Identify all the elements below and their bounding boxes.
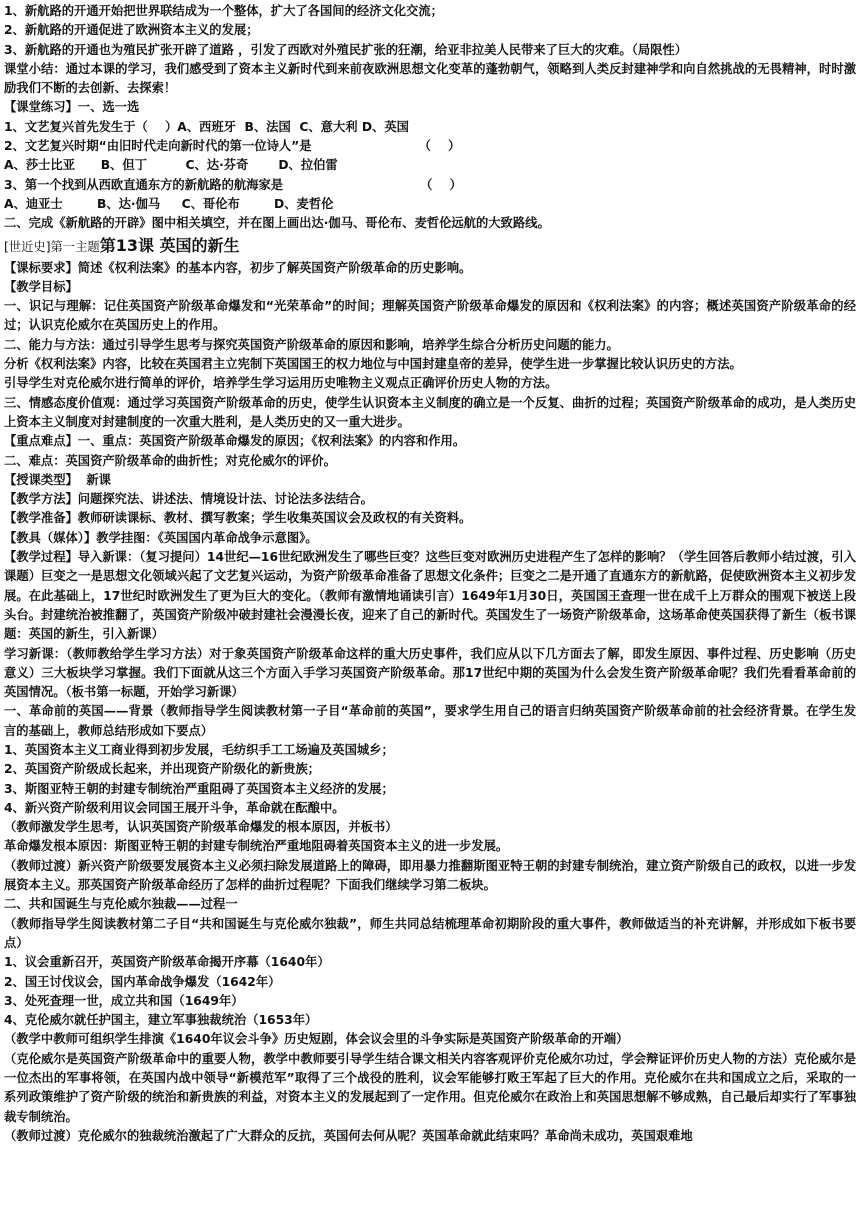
paragraph: 【重点难点】一、重点：英国资产阶级革命爆发的原因；《权利法案》的内容和作用。 [4, 434, 466, 449]
paragraph: 【教学方法】问题探究法、讲述法、情境设计法、讨论法多法结合。 [4, 492, 373, 507]
paragraph: 革命爆发根本原因：斯图亚特王朝的封建专制统治严重地阻碍着英国资本主义的进一步发展。 [4, 839, 509, 854]
paragraph: （克伦威尔是英国资产阶级革命中的重要人物，教学中教师要引导学生结合课文相关内容客观评价克伦威尔功过，学会辩证评价历史人物的方法）克伦威尔是一位杰出的军事将领，在英国内战中领导“新模范军”取得了三个战役的胜利，议会军能够打败王军起了巨大的作用。克伦威尔在共和国成立之后，采取的一系列政策维护了资产阶级的统治和新贵族的利益，对资本主义的发展起到了一定作用。但克伦威尔在政治上和英国思想解不够成熟，自己最后却实行了军事独裁专制统治。 [4, 1051, 856, 1124]
paragraph: 引导学生对克伦威尔进行简单的评价，培养学生学习运用历史唯物主义观点正确评价历史人物的方法。 [4, 376, 558, 391]
paragraph: 二、共和国诞生与克伦威尔独裁——过程一 [4, 897, 238, 912]
paragraph: 1、文艺复兴首先发生于（ ）A、西班牙 B、法国 C、意大利 D、英国 [4, 119, 409, 134]
paragraph: 2、新航路的开通促进了欧洲资本主义的发展； [4, 23, 259, 38]
paragraph: 4、新兴资产阶级利用议会同国王展开斗争，革命就在酝酿中。 [4, 800, 345, 815]
paragraph: （教学中教师可组织学生排演《1640年议会斗争》历史短剧，体会议会里的斗争实际是英国资产阶级革命的开端） [4, 1032, 629, 1047]
paragraph: 二、完成《新航路的开辟》图中相关填空，并在图上画出达·伽马、哥伦布、麦哲伦远航的大致路线。 [4, 216, 550, 231]
lesson-prefix: [世近史]第一主题 [4, 239, 100, 254]
paragraph: 1、新航路的开通开始把世界联结成为一个整体，扩大了各国间的经济文化交流； [4, 4, 443, 18]
paragraph: 【授课类型】 新课 [4, 472, 111, 487]
paragraph: （教师激发学生思考，认识英国资产阶级革命爆发的根本原因，并板书） [4, 820, 398, 835]
paragraph: 3、斯图亚特王朝的封建专制统治严重阻碍了英国资本主义经济的发展； [4, 781, 394, 796]
paragraph: 3、第一个找到从西欧直通东方的新航路的航海家是 （ ） [4, 177, 462, 192]
paragraph: 分析《权利法案》内容，比较在英国君主立宪制下英国国王的权力地位与中国封建皇帝的差异，使学生进一步掌握比较认识历史的方法。 [4, 357, 742, 372]
paragraph: 三、情感态度价值观：通过学习英国资产阶级革命的历史，使学生认识资本主义制度的确立是一个反复、曲折的过程；英国资产阶级革命的成功，是人类历史上资本主义制度对封建制度的一次重大胜利，是人类历史的又一重大进步。 [4, 395, 856, 429]
paragraph: 二、难点：英国资产阶级革命的曲折性；对克伦威尔的评价。 [4, 453, 337, 468]
paragraph: 二、能力与方法：通过引导学生思考与探究英国资产阶级革命的原因和影响，培养学生综合分析历史问题的能力。 [4, 337, 619, 352]
paragraph: 一、识记与理解：记住英国资产阶级革命爆发和“光荣革命”的时间；理解英国资产阶级革命爆发的原因和《权利法案》的内容；概述英国资产阶级革命的经过；认识克伦威尔在英国历史上的作用。 [4, 299, 856, 333]
paragraph: （教师指导学生阅读教材第二子目“共和国诞生与克伦威尔独裁”，师生共同总结梳理革命初期阶段的重大事件，教师做适当的补充讲解，并形成如下板书要点） [4, 916, 856, 950]
paragraph: （教师过渡）新兴资产阶级要发展资本主义必须扫除发展道路上的障碍，即用暴力推翻斯图亚特王朝的封建专制统治，建立资产阶级自己的政权，以进一步发展资本主义。那英国资产阶级革命经历了怎样的曲折过程呢？下面我们继续学习第二板块。 [4, 858, 856, 893]
paragraph: 3、新航路的开通也为殖民扩张开辟了道路 ，引发了西欧对外殖民扩张的狂潮，给亚非拉美人民带来了巨大的灾难。（局限性） [4, 42, 688, 57]
paragraph: 3、处死查理一世，成立共和国（1649年） [4, 993, 244, 1008]
paragraph: 1、议会重新召开，英国资产阶级革命揭开序幕（1640年） [4, 955, 330, 970]
paragraph: 【教具（媒体）】教学挂图：《英国国内革命战争示意图》。 [4, 530, 318, 545]
lesson-heading [4, 235, 856, 258]
paragraph: 2、英国资产阶级成长起来，并出现资产阶级化的新贵族； [4, 762, 320, 777]
paragraph: 课堂小结：通过本课的学习，我们感受到了资本主义新时代到来前夜欧洲思想文化变革的蓬勃朝气，领略到人类反封建神学和向自然挑战的无畏精神，时时激励我们不断的去创新、去探索！ [4, 61, 856, 96]
paragraph: 2、国王讨伐议会，国内革命战争爆发（1642年） [4, 974, 281, 989]
paragraph: 学习新课：（教师教给学生学习方法）对于象英国资产阶级革命这样的重大历史事件，我们应从以下几方面去了解，即发生原因、事件过程、历史影响（历史意义）三大板块学习掌握。我们下面就从这三个方面入手学习英国资产阶级革命。那17世纪中期的英国为什么会发生资产阶级革命呢？我们先看看革命前的英国情况。（板书第一标题，开始学习新课） [4, 646, 856, 700]
paragraph: （教师过渡）克伦威尔的独裁统治激起了广大群众的反抗，英国何去何从呢？英国革命就此结束吗？革命尚未成功，英国艰难地 [4, 1128, 693, 1143]
paragraph: A、莎士比亚 B、但丁 C、达·芬奇 D、拉伯雷 [4, 158, 338, 173]
paragraph: 1、英国资本主义工商业得到初步发展，毛纺织手工工场遍及英国城乡； [4, 742, 394, 757]
paragraph: A、迪亚士 B、达·伽马 C、哥伦布 D、麦哲伦 [4, 196, 334, 211]
lesson-title: 第13课 英国的新生 [99, 235, 240, 255]
paragraph: 【教学过程】导入新课：（复习提问）14世纪—16世纪欧洲发生了哪些巨变？这些巨变对欧洲历史进程产生了怎样的影响？（学生回答后教师小结过渡，引入课题）巨变之一是思想文化领域兴起了文艺复兴运动，为资产阶级革命准备了思想文化条件；巨变之二是开通了直通东方的新航路，促使欧洲资本主义初步发展。在此基础上，17世纪时欧洲发生了更为巨大的变化。（教师有激情地诵读引言）1649年1月30日，英国国王查理一世在成千上万群众的围观下被送上段头台。封建统治被推翻了，英国资产阶级冲破封建社会漫漫长夜，迎来了自己的新时代。英国发生了一场资产阶级革命，这场革命使英国获得了新生（板书课题：英国的新生，引入新课） [4, 550, 856, 642]
paragraph: 2、文艺复兴时期“由旧时代走向新时代的第一位诗人”是 （ ） [4, 139, 461, 154]
paragraph: 【课标要求】简述《权利法案》的基本内容，初步了解英国资产阶级革命的历史影响。 [4, 260, 472, 275]
paragraph: 一、革命前的英国——背景（教师指导学生阅读教材第一子目“革命前的英国”，要求学生用自己的语言归纳英国资产阶级革命前的社会经济背景。在学生发言的基础上，教师总结形成如下要点） [4, 704, 856, 738]
paragraph: 【教学准备】教师研读课标、教材、撰写教案；学生收集英国议会及政权的有关资料。 [4, 511, 472, 526]
paragraph: 【教学目标】 [4, 279, 78, 294]
paragraph: 【课堂练习】一、选一选 [4, 100, 140, 115]
paragraph: 4、克伦威尔就任护国主，建立军事独裁统治（1653年） [4, 1013, 318, 1028]
